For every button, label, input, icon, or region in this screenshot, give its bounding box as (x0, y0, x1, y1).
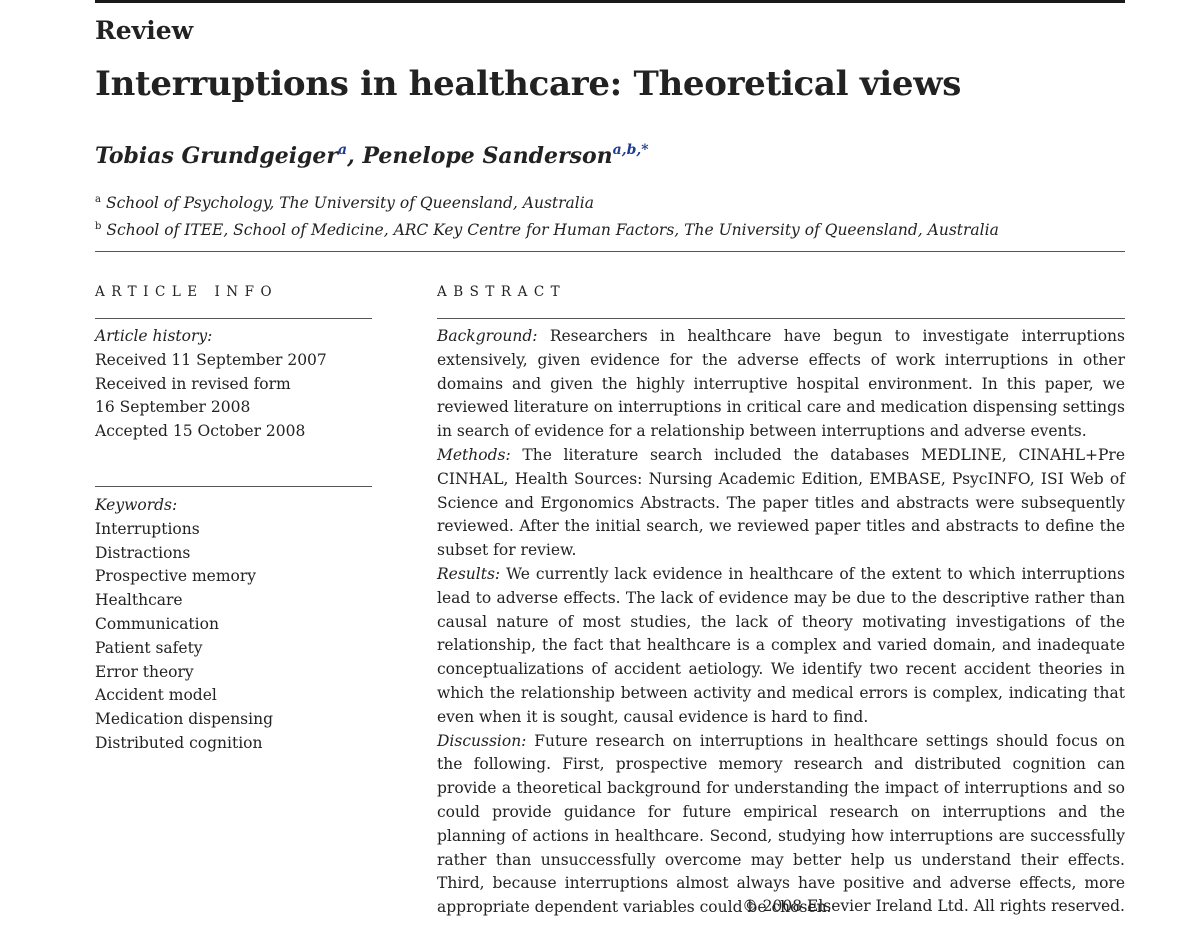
keyword-item: Prospective memory (95, 567, 257, 586)
abstract-background (437, 325, 1125, 444)
keyword-item: Communication (95, 614, 219, 633)
history-entry: Received in revised form (95, 374, 291, 393)
author-list (95, 142, 649, 169)
history-entry: Received 11 September 2007 (95, 350, 327, 369)
abstract-section-text: We currently lack evidence in healthcare of the extent to which interruptions lead to adverse effects. The lack of evidence may be due to the descriptive rather than causal nature of most studies, the lack of theory motivating investigations of the relationship, the fact that healthcare is a complex and varied domain, and inadequate conceptualizations of accident aetiology. We identify two recent accident theories in which the relationship between activity and medical errors is complex, indicating that even when it is sought, causal evidence is hard to find. (437, 564, 1125, 726)
abstract-section-lead: Methods: (437, 445, 511, 464)
author-affiliation-mark[interactable]: a,b,* (612, 142, 649, 158)
affiliation-item (95, 188, 999, 215)
copyright-notice: © 2008 Elsevier Ireland Ltd. All rights reserved. (742, 897, 1125, 915)
keywords-label: Keywords: (95, 496, 178, 514)
article-title: Interruptions in healthcare: Theoretical views (95, 64, 962, 104)
article-info-heading: ARTICLE INFO (95, 284, 279, 300)
affiliation-text: School of ITEE, School of Medicine, ARC Key Centre for Human Factors, The University of Queensland, Australia (106, 221, 999, 239)
author-name[interactable]: Penelope Sanderson (362, 143, 613, 169)
keyword-item: Accident model (95, 686, 217, 705)
article-history (95, 325, 327, 444)
article-history-label: Article history: (95, 327, 213, 345)
author-name[interactable]: Tobias Grundgeiger (95, 143, 339, 169)
abstract-section-lead: Results: (437, 564, 501, 583)
keyword-item: Healthcare (95, 591, 183, 610)
abstract-section-text: Future research on interruptions in healthcare settings should focus on the following. First, prospective memory research and distributed cognition can provide a theoretical background for understanding the impact of interruptions and so could provide guidance for future empirical research on interruptions and the planning of actions in healthcare. Second, studying how interruptions are successfully rather than unsuccessfully overcome may better help us understand their effects. Third, because interruptions almost always have positive and adverse effects, more appropriate dependent variables could be chosen. (437, 731, 1125, 917)
abstract-methods (437, 444, 1125, 563)
article-info-divider (95, 318, 372, 319)
keyword-item: Error theory (95, 662, 194, 681)
keywords-divider (95, 486, 372, 487)
keyword-item: Patient safety (95, 638, 203, 657)
history-entry: 16 September 2008 (95, 398, 251, 417)
abstract-divider (437, 318, 1125, 319)
affiliation-list (95, 188, 999, 242)
affiliation-text: School of Psychology, The University of Queensland, Australia (105, 194, 594, 212)
abstract-section-text: Researchers in healthcare have begun to investigate interruptions extensively, given evidence for the adverse effects of work interruptions in other domains and given the highly interruptive hospital environment. In this paper, we reviewed literature on interruptions in critical care and medication dispensing settings in search of evidence for a relationship between interruptions and adverse events. (437, 327, 1125, 441)
abstract-discussion (437, 730, 1125, 920)
top-rule (95, 0, 1125, 3)
abstract-section-lead: Background: (437, 327, 538, 345)
author-affiliation-mark[interactable]: a (338, 142, 348, 158)
affiliation-mark: b (95, 221, 102, 232)
abstract-section-lead: Discussion: (437, 731, 527, 750)
keyword-item: Medication dispensing (95, 710, 274, 729)
section-label: Review (95, 16, 194, 45)
abstract-body (437, 325, 1125, 920)
author-separator: , (347, 143, 355, 169)
keyword-item: Distractions (95, 543, 191, 562)
abstract-heading: ABSTRACT (437, 284, 567, 300)
header-divider (95, 251, 1125, 252)
abstract-section-text: The literature search included the databases MEDLINE, CINAHL+Pre CINHAL, Health Sources: Nursing Academic Edition, EMBASE, PsycINFO, ISI Web of Science and Ergonomics Abstracts. The paper titles and abstracts were subsequently reviewed. After the initial search, we reviewed paper titles and abstracts to define the subset for review. (437, 445, 1126, 560)
keywords-list (95, 494, 273, 756)
affiliation-item (95, 215, 999, 242)
history-entry: Accepted 15 October 2008 (95, 422, 306, 441)
keyword-item: Distributed cognition (95, 733, 263, 752)
affiliation-mark: a (95, 194, 101, 205)
abstract-results (437, 563, 1125, 730)
keyword-item: Interruptions (95, 519, 200, 538)
